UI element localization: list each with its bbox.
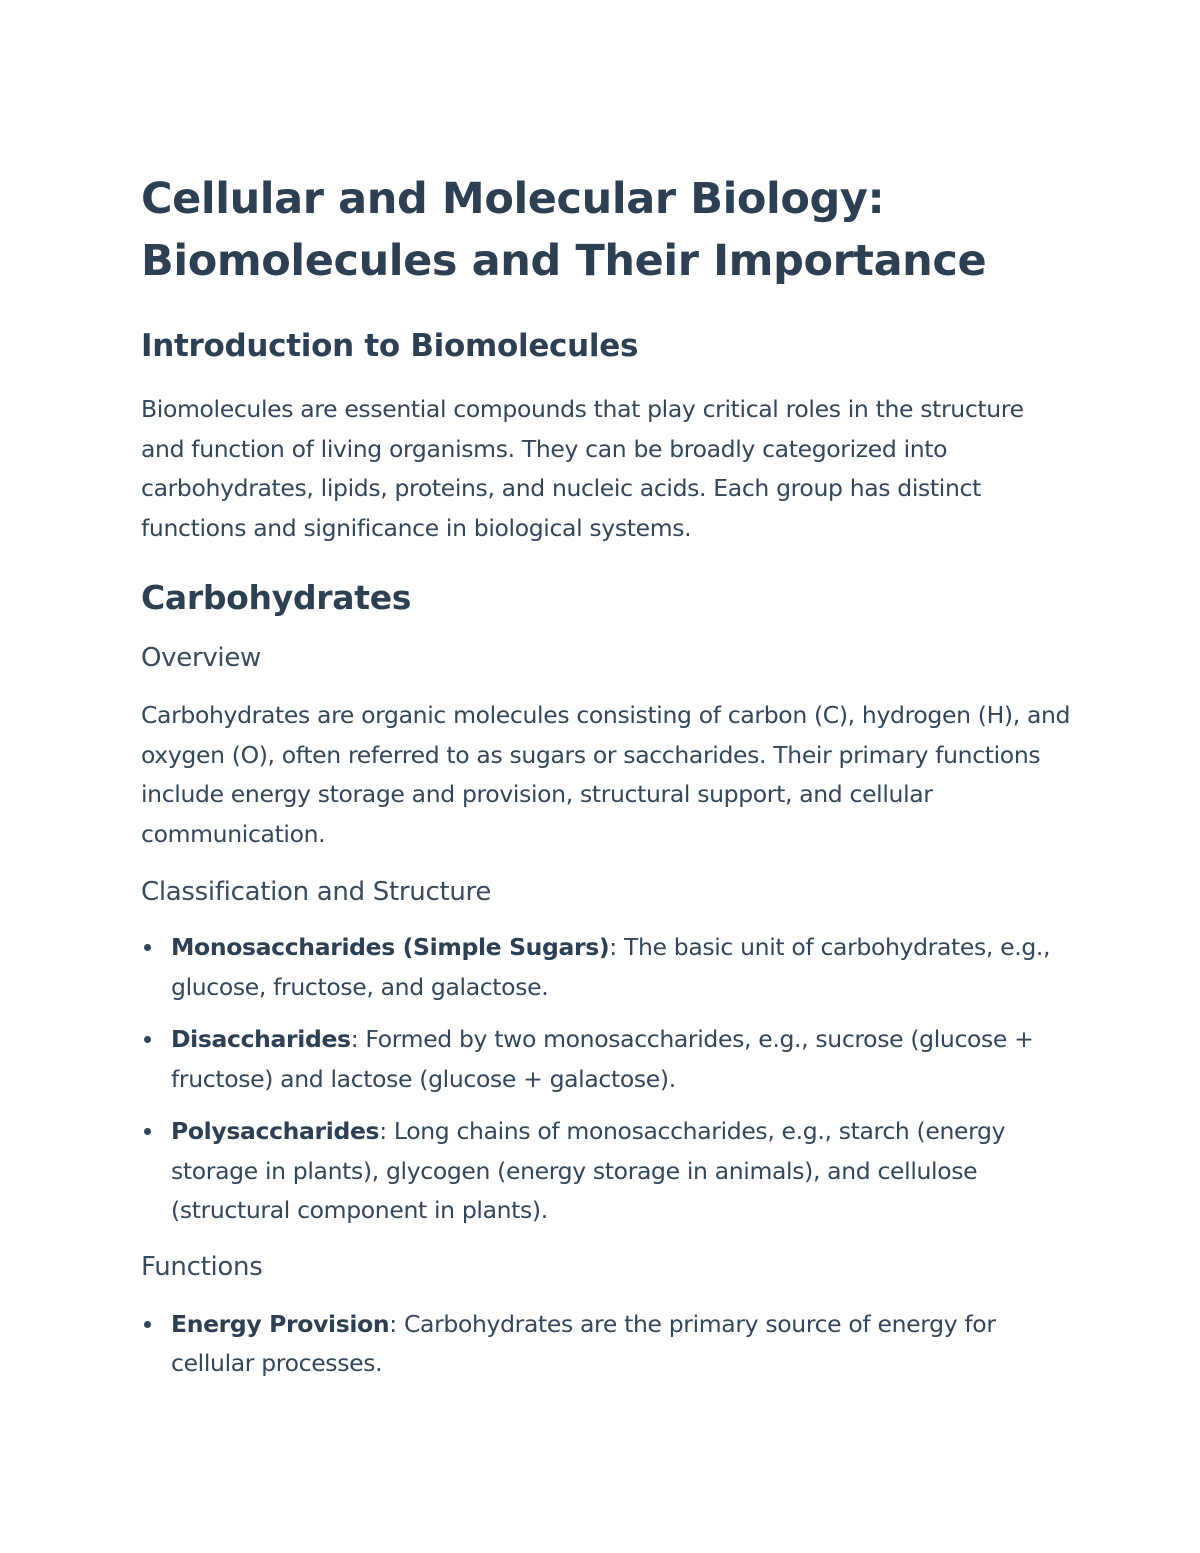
bullet-icon [144,944,151,951]
list-item-term: Energy Provision [171,1309,390,1338]
bullet-icon [144,1128,151,1135]
list-item-term: Polysaccharides [171,1117,380,1145]
classification-heading: Classification and Structure [141,877,492,907]
list-item-text: : The basic unit of carbohydrates, e.g., glucose, fructose, and galactose. [171,933,1051,1001]
list-item-term: Disaccharides [171,1025,351,1053]
list-item [141,1305,1071,1384]
list-item-term: Monosaccharides (Simple Sugars) [171,933,610,961]
bullet-icon [144,1036,151,1043]
overview-heading: Overview [141,643,262,673]
bullet-icon [144,1321,151,1328]
carbohydrates-heading: Carbohydrates [141,578,412,617]
list-item [141,1112,1071,1231]
title-line-1: Cellular and Molecular Biology: [141,174,885,224]
document-title [141,168,1071,292]
list-item-text: : Long chains of monosaccharides, e.g., starch (energy storage in plants), glycogen (energy storage in animals), and cellulose (structural component in plants). [171,1117,1006,1224]
classification-list [141,928,1071,1231]
list-item [141,928,1071,1007]
overview-paragraph: Carbohydrates are organic molecules consisting of carbon (C), hydrogen (H), and oxygen (O), often referred to as sugars or saccharides. Their primary functions include energy storage and provision, structural support, and cellular communication. [141,701,1071,848]
functions-list [141,1305,1071,1384]
intro-heading: Introduction to Biomolecules [141,328,639,364]
document-page [141,168,1071,1397]
list-item [141,1020,1071,1099]
functions-heading: Functions [141,1251,263,1282]
title-line-2: Biomolecules and Their Importance [141,236,987,286]
list-item-text: : Carbohydrates are the primary source of energy for cellular processes. [171,1309,996,1377]
list-item-text: : Formed by two monosaccharides, e.g., sucrose (glucose + fructose) and lactose (glucose + galactose). [171,1025,1034,1093]
intro-paragraph: Biomolecules are essential compounds that play critical roles in the structure and function of living organisms. They can be broadly categorized into carbohydrates, lipids, proteins, and nucleic acids. Each group has distinct functions and significance in biological systems. [141,395,1024,542]
